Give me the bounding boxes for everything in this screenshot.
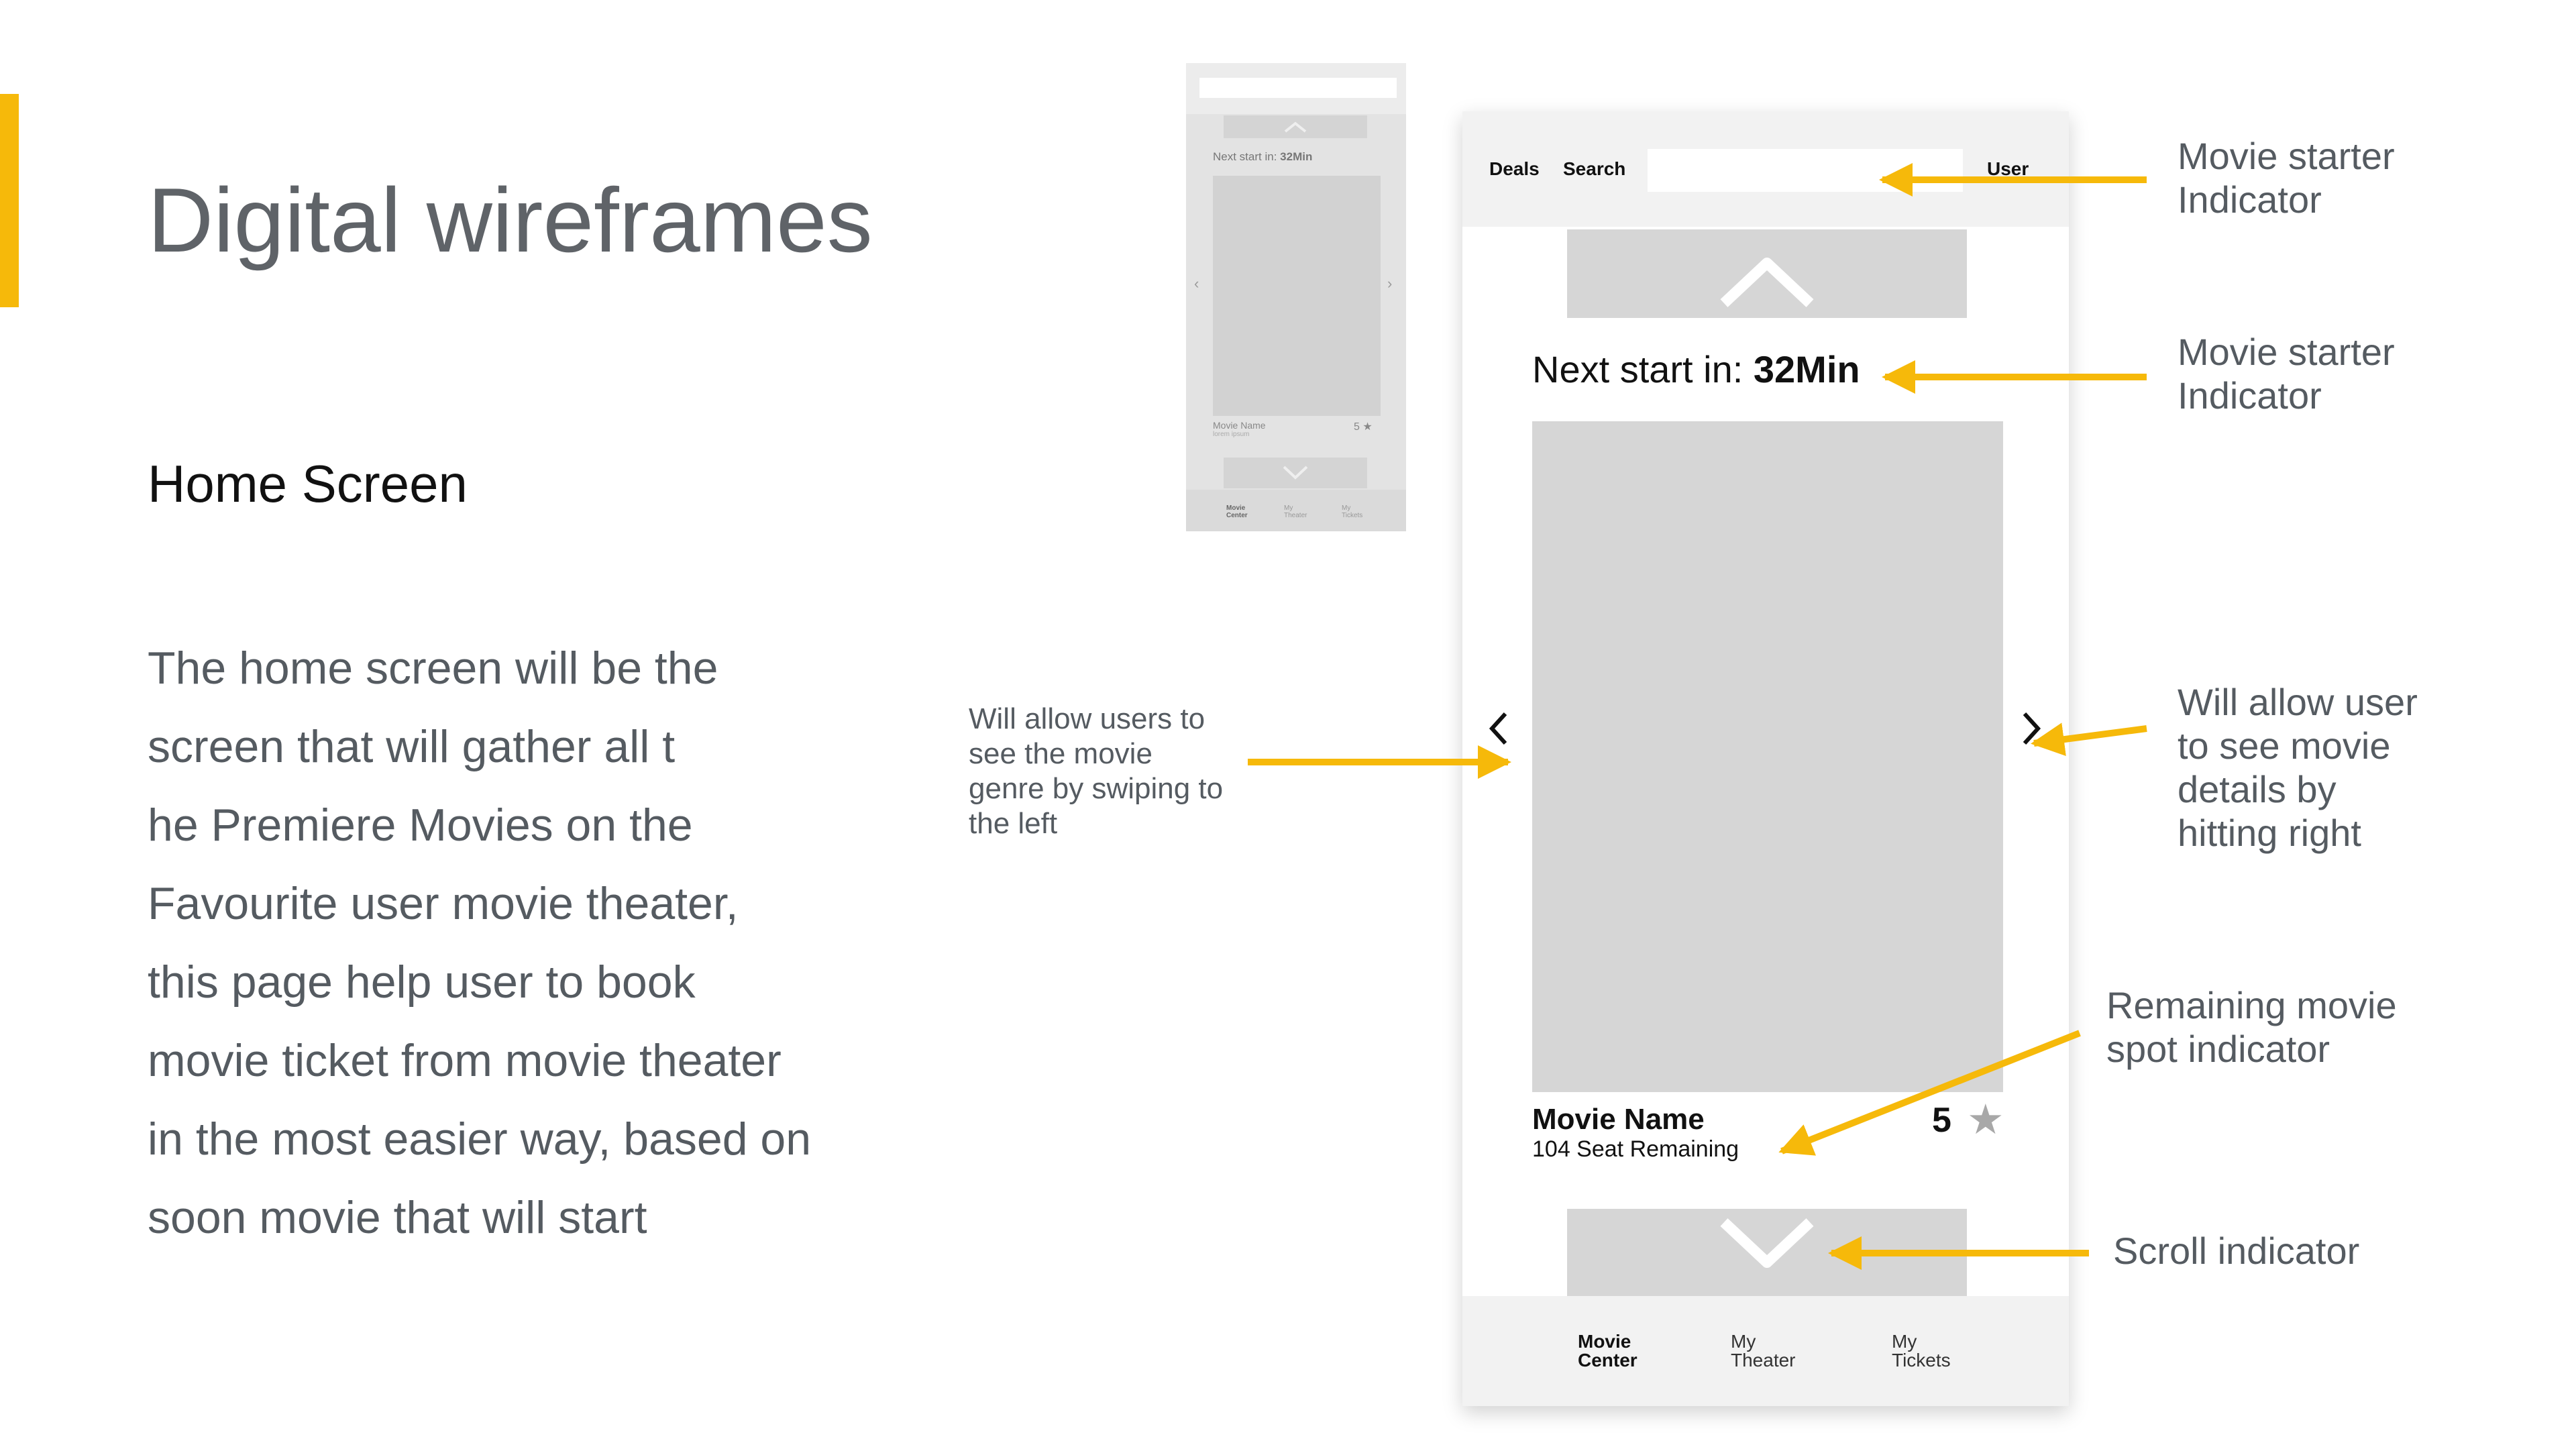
nav-label-line: Movie [1578, 1331, 1631, 1352]
annotation-line: to see movie [2178, 724, 2391, 767]
movie-name: Movie Name [1532, 1103, 1705, 1136]
annotation-next-start-indicator [2178, 330, 2395, 417]
annotation-scroll: Scroll indicator [2113, 1230, 2360, 1272]
annotation-line: genre by swiping to [969, 772, 1224, 805]
annotation-line: Remaining movie [2106, 984, 2397, 1026]
annotation-line: the left [969, 807, 1058, 840]
description-line: screen that will gather all t [148, 721, 676, 772]
thumbnail-nav-line: My [1284, 504, 1293, 512]
arrow-remaining-spot [1782, 1033, 2080, 1151]
annotation-swipe-left [969, 702, 1223, 841]
annotation-line: Indicator [2178, 374, 2322, 417]
thumbnail-movie-name: Movie Name [1213, 420, 1266, 431]
thumbnail-rating: 5 ★ [1354, 421, 1373, 433]
description-line: movie ticket from movie theater [148, 1035, 782, 1086]
next-start-label: Next start in: [1532, 348, 1743, 390]
chevron-right-icon: › [1387, 275, 1393, 292]
annotation-line: Movie starter [2178, 135, 2395, 177]
chevron-left-icon: ‹ [1194, 275, 1199, 292]
thumbnail-nav-line: My [1342, 504, 1351, 512]
seat-remaining: 104 Seat Remaining [1532, 1136, 1739, 1162]
thumbnail-next-start-label: Next start in: [1213, 150, 1277, 163]
annotation-line: Will allow users to [969, 702, 1205, 735]
section-title: Home Screen [148, 454, 468, 513]
arrow-swipe-right [2034, 729, 2147, 743]
annotation-line: hitting right [2178, 812, 2361, 854]
annotation-swipe-right [2178, 680, 2418, 855]
slide-title: Digital wireframes [148, 169, 873, 271]
thumbnail-next-start-value: 32Min [1280, 150, 1313, 163]
nav-label-line: Center [1578, 1350, 1638, 1371]
annotation-line: see the movie [969, 737, 1152, 770]
nav-label-line: My [1731, 1331, 1756, 1352]
next-start-value: 32Min [1753, 348, 1860, 390]
description-line: he Premiere Movies on the [148, 800, 693, 851]
annotation-line: Movie starter [2178, 331, 2395, 373]
deals-link[interactable]: Deals [1489, 158, 1540, 179]
thumbnail-nav-line: Theater [1284, 512, 1307, 519]
thumbnail-nav-line: Center [1226, 512, 1248, 519]
user-link[interactable]: User [1987, 158, 2029, 179]
thumbnail-nav-line: Movie [1226, 504, 1246, 512]
description-line: soon movie that will start [148, 1192, 647, 1243]
nav-label-line: Tickets [1892, 1350, 1951, 1371]
nav-label-line: Theater [1731, 1350, 1796, 1371]
star-icon: ★ [1967, 1097, 2004, 1143]
annotation-line: details by [2178, 768, 2337, 810]
annotation-search-indicator [2178, 134, 2395, 221]
thumbnail-nav-line: Tickets [1342, 512, 1363, 519]
annotation-line: spot indicator [2106, 1028, 2330, 1070]
description-line: Favourite user movie theater, [148, 878, 739, 929]
description-line: this page help user to book [148, 957, 696, 1008]
nav-label-line: My [1892, 1331, 1917, 1352]
rating-value: 5 [1932, 1101, 1951, 1140]
description-line: in the most easier way, based on [148, 1114, 812, 1165]
search-link[interactable]: Search [1563, 158, 1626, 179]
annotation-line: Will allow user [2178, 681, 2418, 723]
annotation-remaining-spot [2106, 983, 2397, 1071]
annotation-line: Indicator [2178, 178, 2322, 221]
description-line: The home screen will be the [148, 643, 718, 694]
thumbnail-movie-sub: lorem ipsum [1213, 431, 1250, 438]
